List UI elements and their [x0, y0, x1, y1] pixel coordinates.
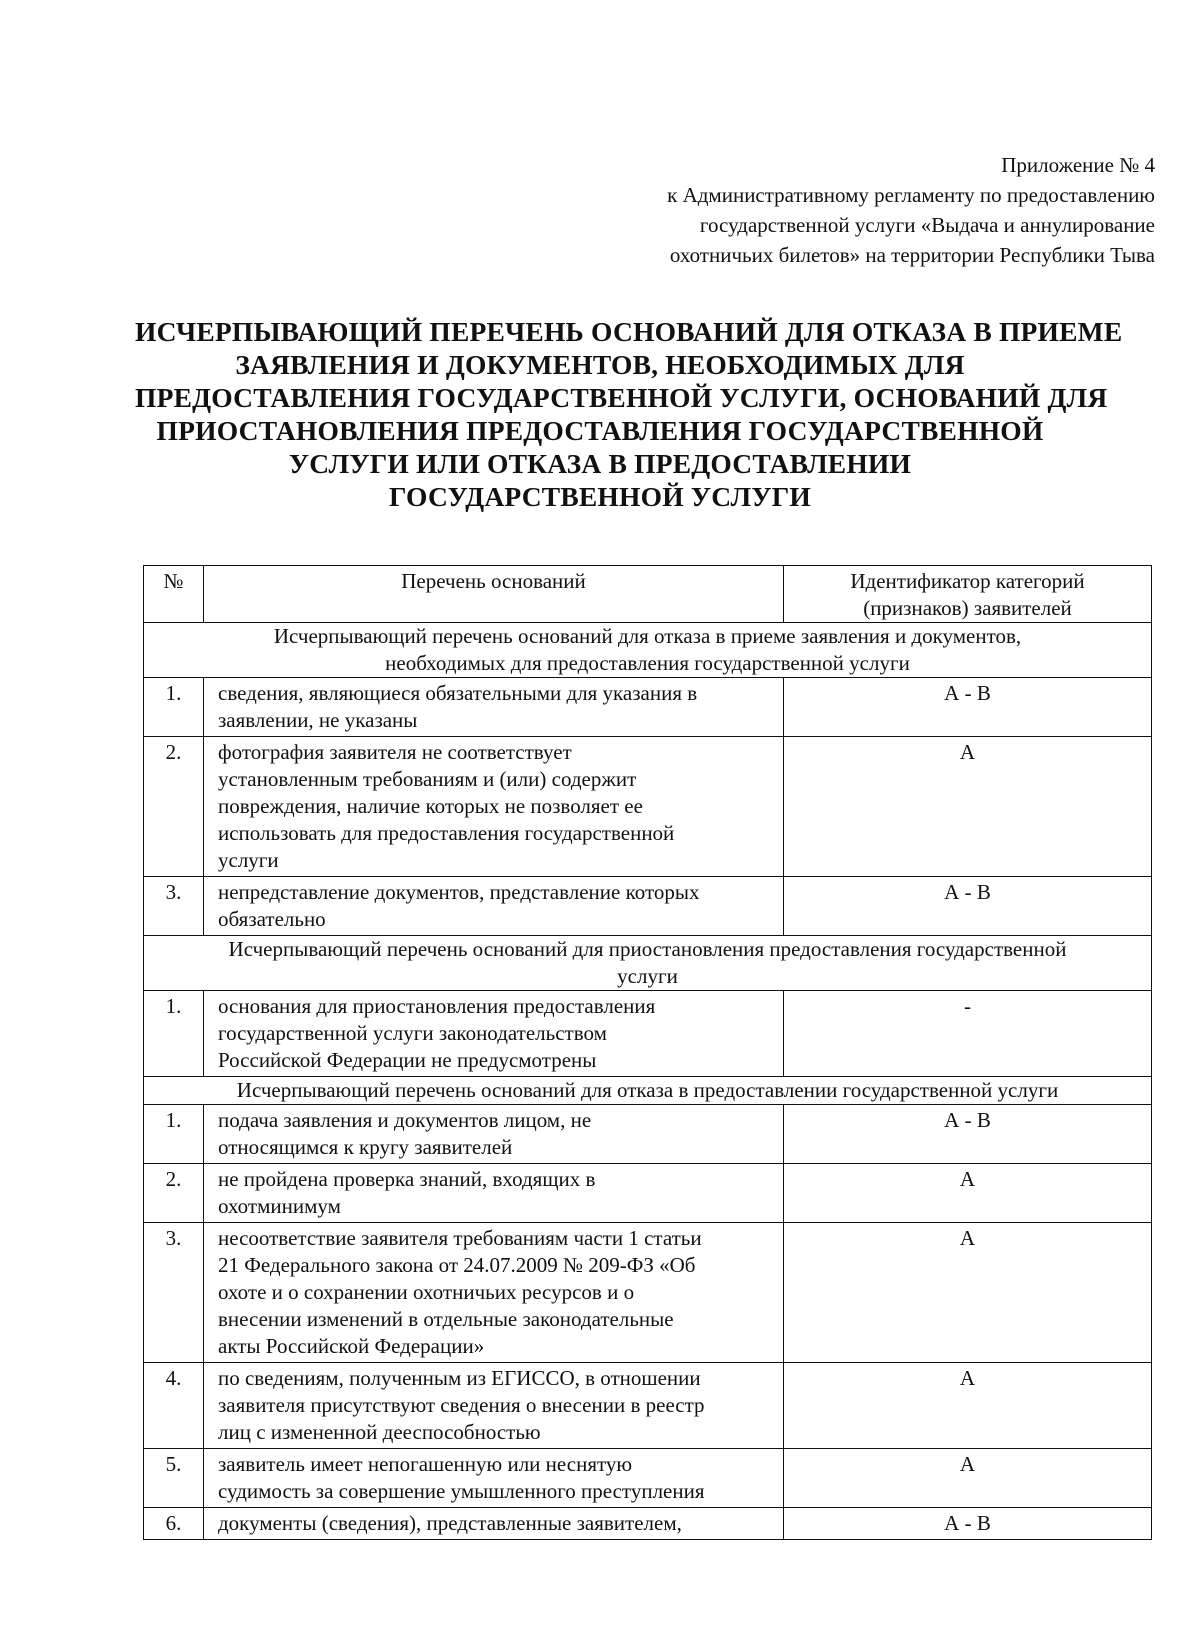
title-line: ИСЧЕРПЫВАЮЩИЙ ПЕРЕЧЕНЬ ОСНОВАНИЙ ДЛЯ ОТКАЗА В ПРИЕМЕ [135, 316, 1123, 347]
row-number: 3. [144, 877, 204, 936]
row-grounds-line: судимость за совершение умышленного преступления [218, 1479, 705, 1503]
appendix-line: охотничьих билетов» на территории Республики Тыва [669, 243, 1155, 267]
row-grounds-line: внесении изменений в отдельные законодательные [218, 1307, 674, 1331]
row-identifier: А [784, 737, 1152, 877]
section-heading-line: Исчерпывающий перечень оснований для приостановления предоставления государственной [228, 937, 1067, 961]
row-grounds-line: непредставление документов, представление которых [218, 880, 700, 904]
table-row [144, 1363, 1152, 1449]
table-row [144, 877, 1152, 936]
row-grounds-line: Российской Федерации не предусмотрены [218, 1048, 597, 1072]
table-row [144, 1105, 1152, 1164]
appendix-line: Приложение № 4 [1001, 153, 1155, 177]
table-row [144, 678, 1152, 737]
table-header-row [144, 566, 1152, 623]
section-heading [144, 1077, 1152, 1105]
row-number: 6. [144, 1508, 204, 1540]
row-identifier: А - В [784, 877, 1152, 936]
header-grounds: Перечень оснований [204, 566, 784, 623]
header-identifier-line: Идентификатор категорий [850, 569, 1085, 593]
row-number: 1. [144, 1105, 204, 1164]
appendix-line: государственной услуги «Выдача и аннулирование [699, 213, 1155, 237]
header-num: № [144, 566, 204, 623]
row-identifier: А [784, 1449, 1152, 1508]
row-grounds-line: использовать для предоставления государственной [218, 821, 675, 845]
row-grounds-text [204, 678, 784, 737]
section-heading-line: необходимых для предоставления государственной услуги [385, 651, 910, 675]
row-grounds-line: обязательно [218, 907, 326, 931]
appendix-header [535, 150, 1155, 270]
grounds-table [143, 565, 1152, 1540]
row-grounds-text [204, 1508, 784, 1540]
row-grounds-line: сведения, являющиеся обязательными для указания в [218, 681, 698, 705]
row-grounds-line: государственной услуги законодательством [218, 1021, 607, 1045]
appendix-line: к Административному регламенту по предоставлению [667, 183, 1155, 207]
row-grounds-line: лиц с измененной дееспособностью [218, 1420, 541, 1444]
row-grounds-text [204, 1449, 784, 1508]
row-grounds-line: акты Российской Федерации» [218, 1334, 485, 1358]
row-grounds-line: 21 Федерального закона от 24.07.2009 № 209-ФЗ «Об [218, 1253, 696, 1277]
table-row [144, 1508, 1152, 1540]
header-identifier [784, 566, 1152, 623]
row-grounds-line: заявлении, не указаны [218, 708, 418, 732]
section-heading-row [144, 623, 1152, 678]
row-identifier: А [784, 1223, 1152, 1363]
table-body [144, 623, 1152, 1540]
row-number: 3. [144, 1223, 204, 1363]
row-identifier: А - В [784, 1508, 1152, 1540]
section-heading-line: услуги [617, 964, 678, 988]
section-heading [144, 623, 1152, 678]
row-grounds-text [204, 1105, 784, 1164]
row-grounds-line: охотминимум [218, 1194, 341, 1218]
row-number: 2. [144, 1164, 204, 1223]
row-grounds-line: услуги [218, 848, 279, 872]
row-number: 2. [144, 737, 204, 877]
section-heading-row [144, 1077, 1152, 1105]
row-grounds-line: подача заявления и документов лицом, не [218, 1108, 592, 1132]
title-line: УСЛУГИ ИЛИ ОТКАЗА В ПРЕДОСТАВЛЕНИИ [288, 448, 912, 479]
title-line: ПРЕДОСТАВЛЕНИЯ ГОСУДАРСТВЕННОЙ УСЛУГИ, ОСНОВАНИЙ ДЛЯ [135, 382, 1108, 413]
row-number: 4. [144, 1363, 204, 1449]
row-number: 1. [144, 678, 204, 737]
table-row [144, 1449, 1152, 1508]
title-line: ГОСУДАРСТВЕННОЙ УСЛУГИ [389, 481, 811, 512]
row-grounds-text [204, 877, 784, 936]
row-grounds-text [204, 737, 784, 877]
section-heading-row [144, 936, 1152, 991]
row-grounds-line: установленным требованиям и (или) содержит [218, 767, 637, 791]
row-identifier: А - В [784, 1105, 1152, 1164]
row-grounds-line: охоте и о сохранении охотничьих ресурсов и о [218, 1280, 635, 1304]
row-grounds-text [204, 1164, 784, 1223]
row-identifier: - [784, 991, 1152, 1077]
header-identifier-line: (признаков) заявителей [863, 596, 1072, 620]
row-number: 5. [144, 1449, 204, 1508]
table-row [144, 737, 1152, 877]
row-grounds-line: заявитель имеет непогашенную или неснятую [218, 1452, 633, 1476]
table-row [144, 1223, 1152, 1363]
row-grounds-text [204, 991, 784, 1077]
row-grounds-line: фотография заявителя не соответствует [218, 740, 572, 764]
row-grounds-line: заявителя присутствуют сведения о внесении в реестр [218, 1393, 705, 1417]
row-grounds-line: по сведениям, полученным из ЕГИССО, в отношении [218, 1366, 701, 1390]
row-grounds-line: несоответствие заявителя требованиям части 1 статьи [218, 1226, 702, 1250]
table-row [144, 991, 1152, 1077]
row-grounds-line: основания для приостановления предоставления [218, 994, 656, 1018]
section-heading-line: Исчерпывающий перечень оснований для отказа в приеме заявления и документов, [273, 624, 1022, 648]
title-line: ЗАЯВЛЕНИЯ И ДОКУМЕНТОВ, НЕОБХОДИМЫХ ДЛЯ [235, 349, 965, 380]
row-grounds-text [204, 1363, 784, 1449]
row-identifier: А - В [784, 678, 1152, 737]
row-grounds-text [204, 1223, 784, 1363]
row-grounds-line: повреждения, наличие которых не позволяет ее [218, 794, 643, 818]
row-grounds-line: не пройдена проверка знаний, входящих в [218, 1167, 596, 1191]
section-heading-line: Исчерпывающий перечень оснований для отказа в предоставлении государственной услуги [236, 1078, 1059, 1102]
table-row [144, 1164, 1152, 1223]
row-grounds-line: документы (сведения), представленные заявителем, [218, 1511, 682, 1535]
title-line: ПРИОСТАНОВЛЕНИЯ ПРЕДОСТАВЛЕНИЯ ГОСУДАРСТВЕННОЙ [156, 415, 1044, 446]
document-title [135, 315, 1123, 513]
row-identifier: А [784, 1164, 1152, 1223]
section-heading [144, 936, 1152, 991]
row-grounds-line: относящимся к кругу заявителей [218, 1135, 513, 1159]
row-identifier: А [784, 1363, 1152, 1449]
row-number: 1. [144, 991, 204, 1077]
